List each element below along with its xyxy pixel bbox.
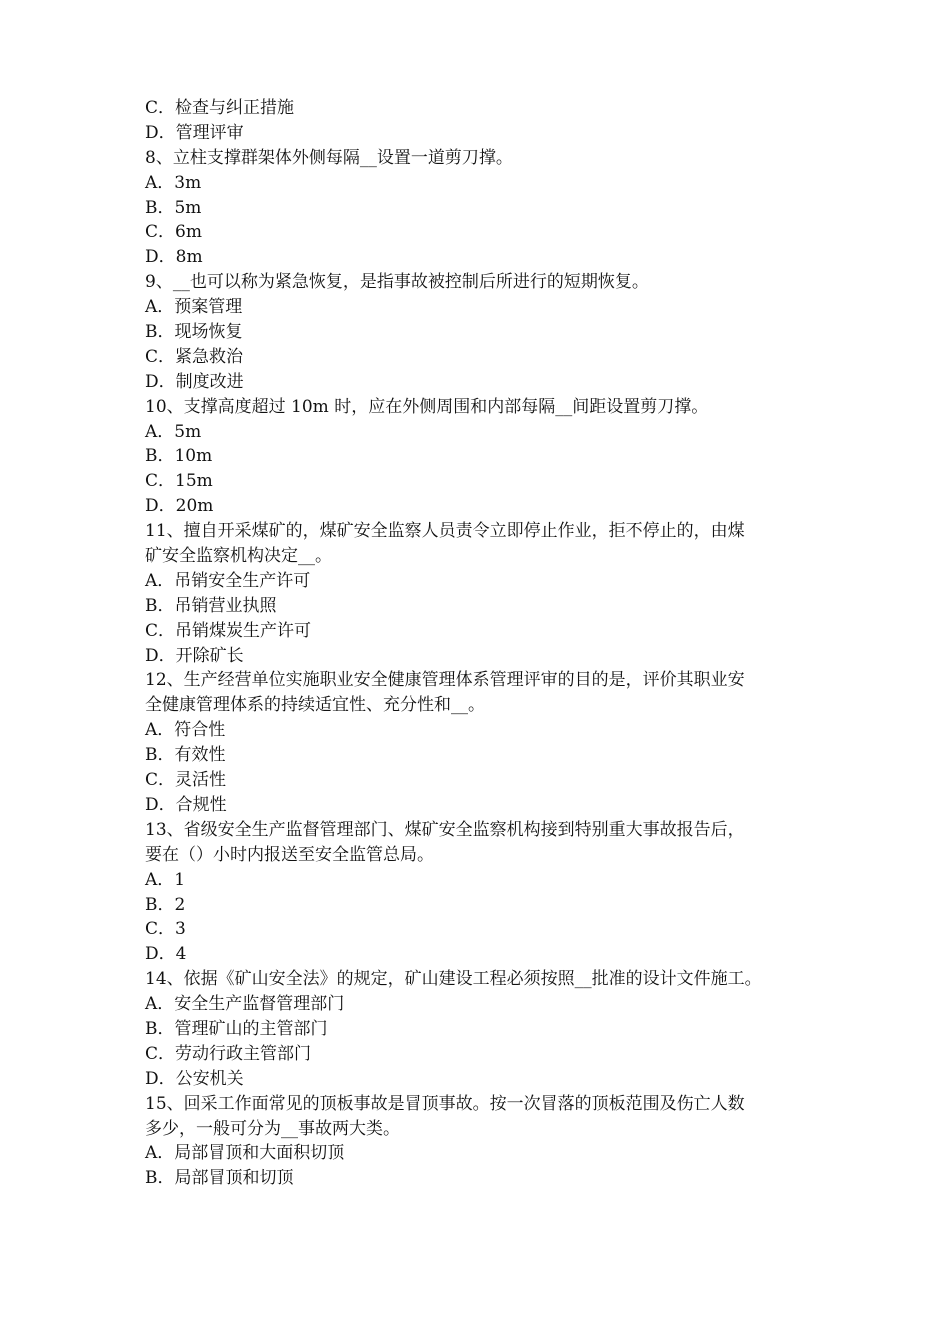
question-text-continued: 矿安全监察机构决定__。 <box>145 546 332 567</box>
answer-option: B．局部冒顶和切顶 <box>145 1168 294 1189</box>
question-text: 12、生产经营单位实施职业安全健康管理体系管理评审的目的是，评价其职业安 <box>145 670 745 691</box>
question-text: 10、支撑高度超过 10m 时，应在外侧周围和内部每隔__间距设置剪刀撑。 <box>145 396 709 417</box>
answer-option: C．6m <box>145 222 202 243</box>
answer-option: B．吊销营业执照 <box>145 595 277 616</box>
answer-option: B．2 <box>145 894 186 915</box>
answer-option: D．8m <box>145 247 203 268</box>
answer-option: C．灵活性 <box>145 770 227 791</box>
document-page <box>145 96 820 1191</box>
answer-option: A．局部冒顶和大面积切顶 <box>145 1143 345 1164</box>
answer-option: C．15m <box>145 471 213 492</box>
answer-option: B．5m <box>145 197 202 218</box>
question-text: 8、立柱支撑群架体外侧每隔__设置一道剪刀撑。 <box>145 147 513 168</box>
answer-option: B．现场恢复 <box>145 322 243 343</box>
answer-option: A．预案管理 <box>145 297 243 318</box>
question-text-continued: 要在（）小时内报送至安全监管总局。 <box>145 844 434 865</box>
answer-option: C．劳动行政主管部门 <box>145 1043 312 1064</box>
answer-option: D．管理评审 <box>145 122 244 143</box>
question-text: 11、擅自开采煤矿的，煤矿安全监察人员责令立即停止作业，拒不停止的，由煤 <box>145 521 745 542</box>
answer-option: C．吊销煤炭生产许可 <box>145 620 312 641</box>
answer-option: B．10m <box>145 446 213 467</box>
answer-option: D．20m <box>145 496 214 517</box>
question-text: 9、__也可以称为紧急恢复，是指事故被控制后所进行的短期恢复。 <box>145 272 649 293</box>
question-text: 14、依据《矿山安全法》的规定，矿山建设工程必须按照__批准的设计文件施工。 <box>145 969 762 990</box>
answer-option: B．管理矿山的主管部门 <box>145 1018 328 1039</box>
answer-option: D．制度改进 <box>145 371 244 392</box>
answer-option: D．合规性 <box>145 794 227 815</box>
answer-option: A．吊销安全生产许可 <box>145 570 311 591</box>
answer-option: C．检查与纠正措施 <box>145 98 295 118</box>
question-text-continued: 多少，一般可分为__事故两大类。 <box>145 1118 400 1139</box>
answer-option: C．紧急救治 <box>145 346 244 367</box>
question-text: 13、省级安全生产监督管理部门、煤矿安全监察机构接到特别重大事故报告后， <box>145 819 745 840</box>
question-text-continued: 全健康管理体系的持续适宜性、充分性和__。 <box>145 695 485 716</box>
answer-option: A．3m <box>145 172 202 193</box>
answer-option: D．4 <box>145 944 187 965</box>
question-text: 15、回采工作面常见的顶板事故是冒顶事故。按一次冒落的顶板范围及伤亡人数 <box>145 1093 745 1114</box>
answer-option: C．3 <box>145 919 186 940</box>
answer-option: D．公安机关 <box>145 1068 244 1089</box>
answer-option: A．符合性 <box>145 720 226 741</box>
answer-option: A．1 <box>145 869 186 890</box>
answer-option: A．安全生产监督管理部门 <box>145 994 345 1015</box>
answer-option: B．有效性 <box>145 745 226 766</box>
answer-option: D．开除矿长 <box>145 645 244 666</box>
answer-option: A．5m <box>145 421 202 442</box>
